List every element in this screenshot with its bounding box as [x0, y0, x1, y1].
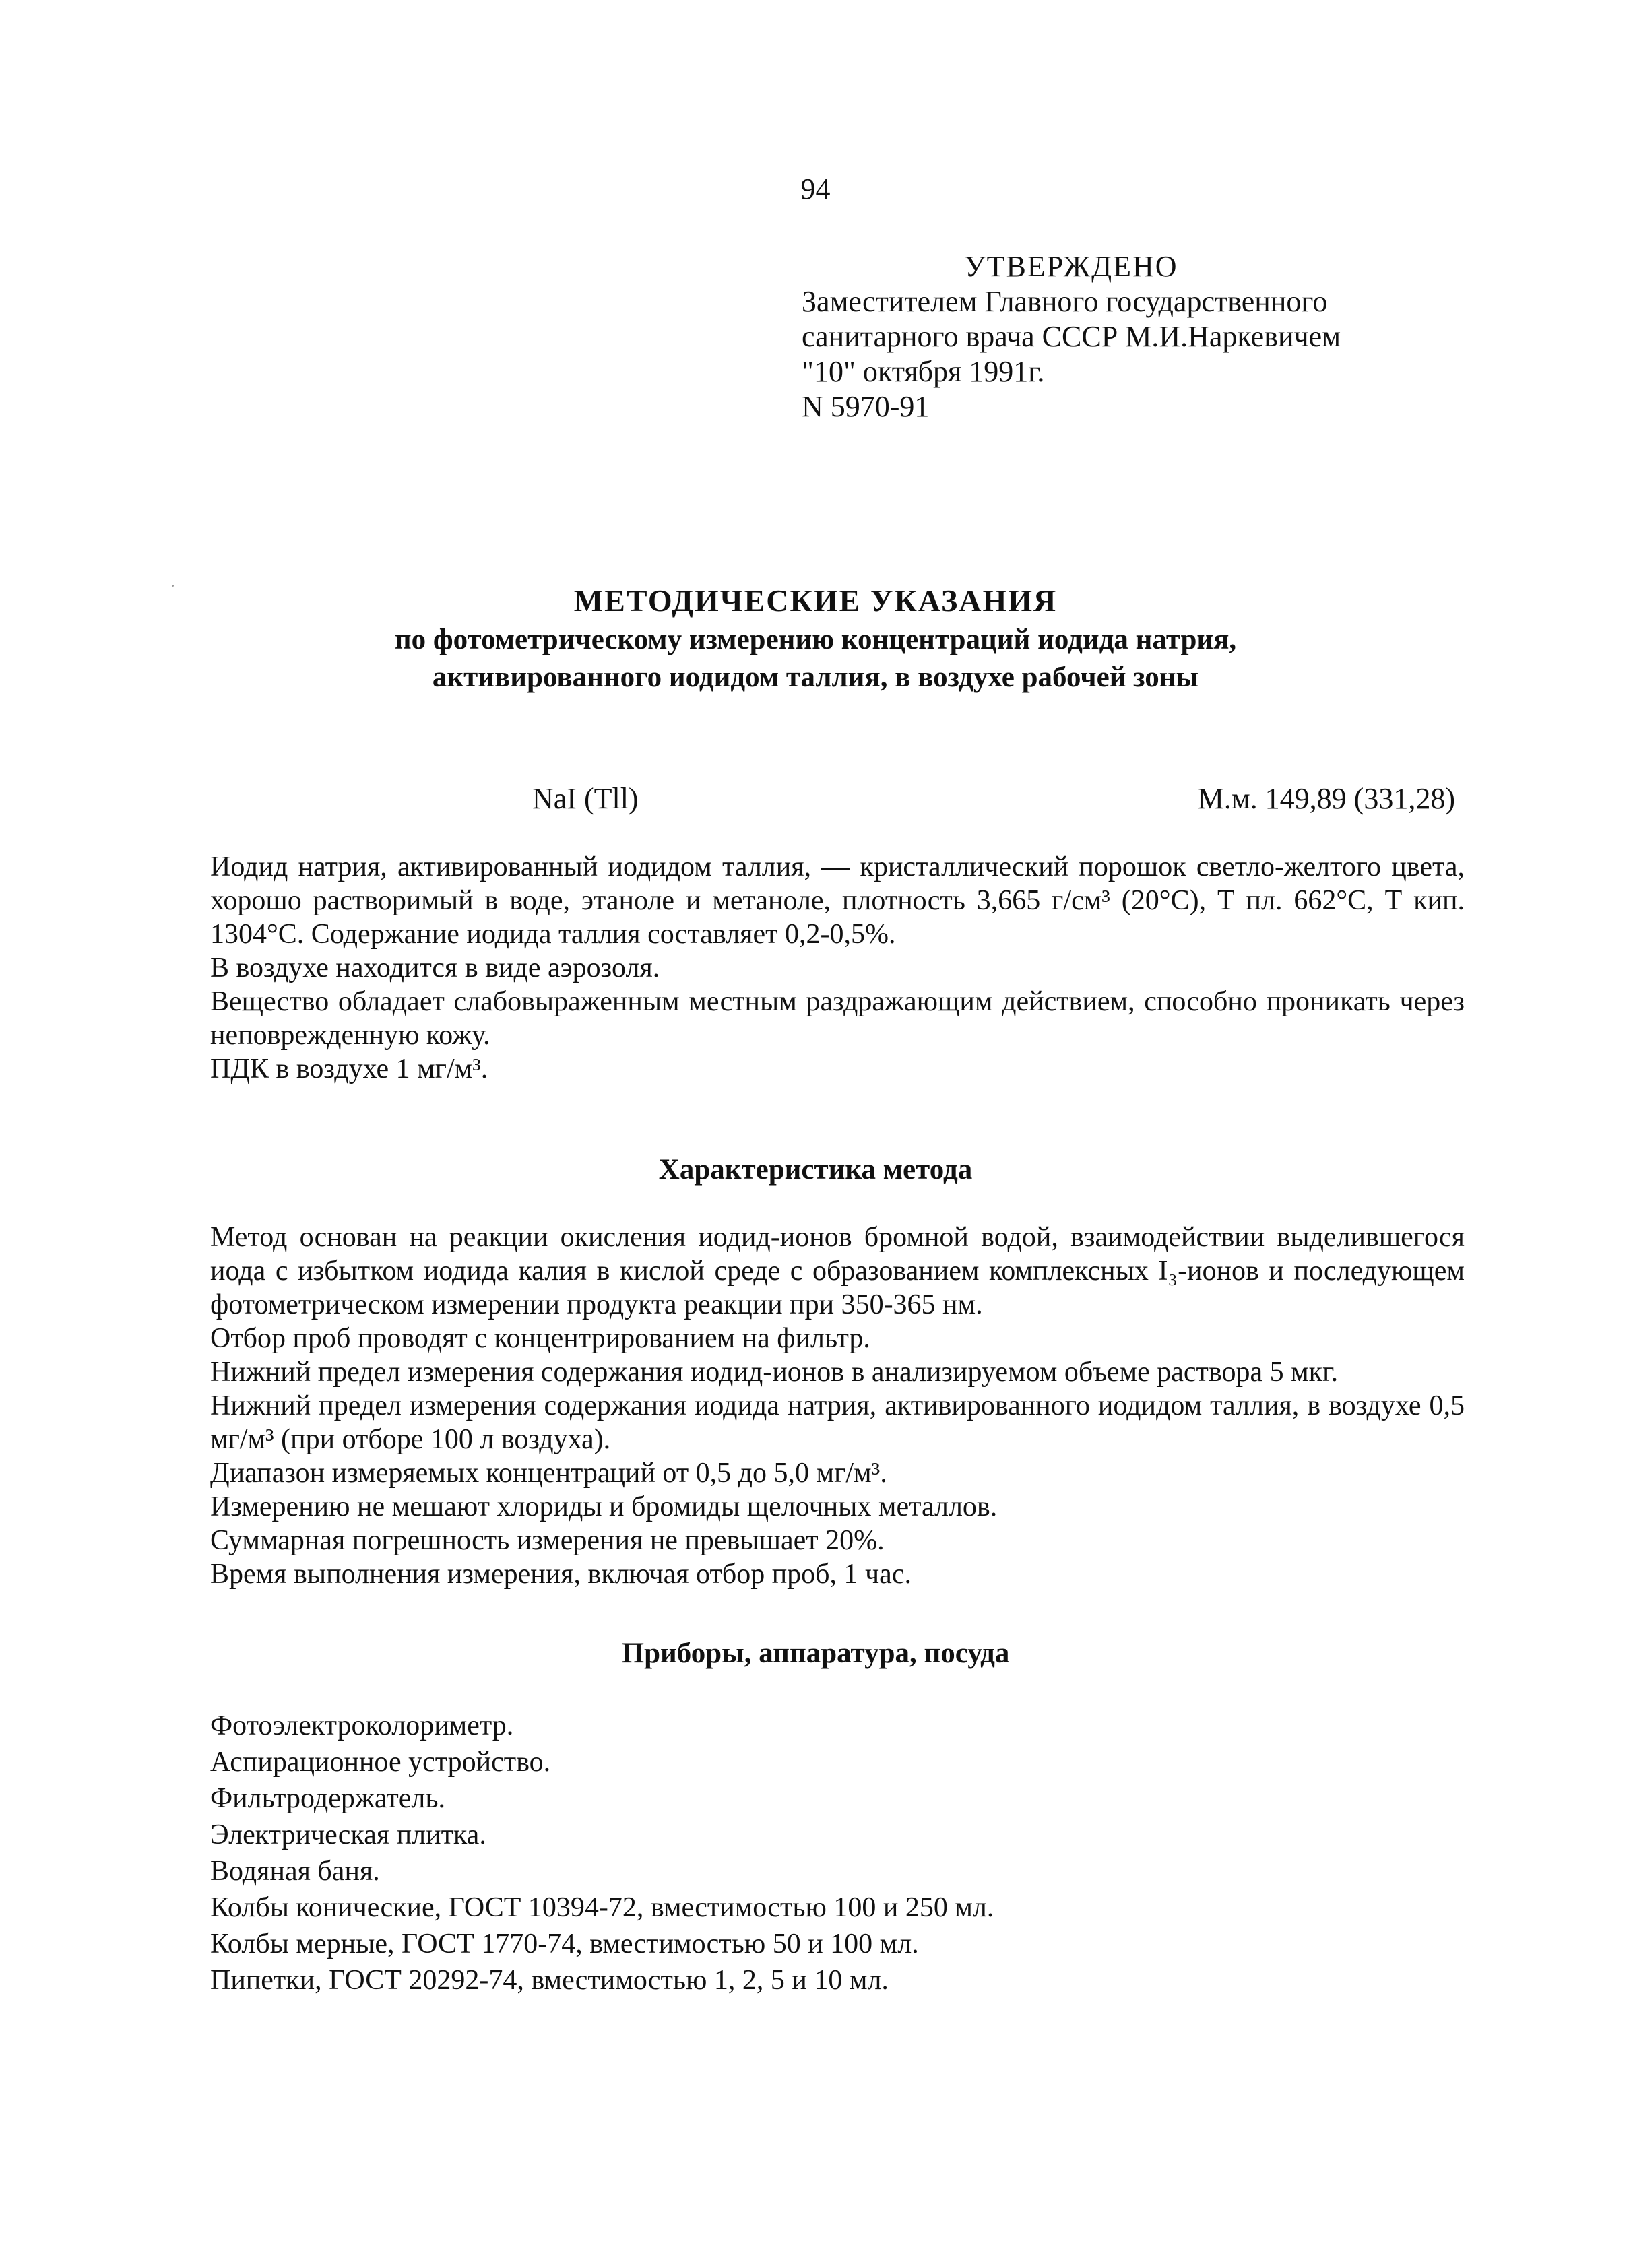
approval-line: N 5970-91: [802, 390, 930, 423]
list-item: Колбы конические, ГОСТ 10394-72, вместимостью 100 и 250 мл.: [210, 1892, 994, 1923]
approval-line: "10" октября 1991г.: [802, 355, 1045, 388]
method-text: Метод основан на реакции окисления иодид-ионов бромной водой, взаимодействии выделившегося иода с избытком иодида калия в кислой среде с образованием комплексных I₃-ионов и последующем фотометрическом измерении продукта реакции при 350-365 нм.: [210, 1222, 1465, 1320]
page-number: 94: [800, 172, 831, 205]
list-item: Электрическая плитка.: [210, 1819, 486, 1850]
list-item: Водяная баня.: [210, 1856, 380, 1887]
method-text: Измерению не мешают хлориды и бромиды щелочных металлов.: [210, 1491, 998, 1522]
title-main: МЕТОДИЧЕСКИЕ УКАЗАНИЯ: [573, 583, 1058, 618]
approval-line: санитарного врача СССР М.И.Наркевичем: [802, 320, 1341, 353]
intro-paragraph: [210, 1052, 1465, 1086]
method-paragraph: [210, 1322, 1465, 1355]
intro-text: Вещество обладает слабовыраженным местным раздражающим действием, способно проникать через неповрежденную кожу.: [210, 986, 1465, 1051]
method-text: Время выполнения измерения, включая отбор проб, 1 час.: [210, 1559, 912, 1590]
method-paragraph: [210, 1456, 1465, 1490]
document-title: [0, 581, 1631, 696]
intro-text: В воздухе находится в виде аэрозоля.: [210, 952, 660, 983]
method-text: Диапазон измеряемых концентраций от 0,5 до 5,0 мг/м³.: [210, 1458, 887, 1489]
molar-mass: М.м. 149,89 (331,28): [1197, 782, 1455, 815]
section-heading-equipment: Приборы, аппаратура, посуда: [621, 1638, 1010, 1669]
list-item: Фотоэлектроколориметр.: [210, 1710, 514, 1741]
list-item: Пипетки, ГОСТ 20292-74, вместимостью 1, 2, 5 и 10 мл.: [210, 1965, 889, 1996]
method-text: Нижний предел измерения содержания иодид-ионов в анализируемом объеме раствора 5 мкг.: [210, 1357, 1339, 1388]
approval-title: УТВЕРЖДЕНО: [964, 250, 1178, 283]
list-item: Фильтродержатель.: [210, 1783, 446, 1814]
method-paragraph: [210, 1490, 1465, 1524]
title-subtitle-line: по фотометрическому измерению концентраций иодида натрия,: [394, 624, 1237, 655]
approval-line: Заместителем Главного государственного: [802, 285, 1328, 318]
approval-block: [802, 249, 1341, 424]
intro-text: ПДК в воздухе 1 мг/м³.: [210, 1054, 488, 1084]
intro-paragraph: [210, 985, 1465, 1052]
method-paragraph: [210, 1524, 1465, 1557]
method-section: [210, 1221, 1465, 1591]
intro-paragraph: [210, 850, 1465, 951]
method-paragraph: [210, 1389, 1465, 1456]
section-heading-method: Характеристика метода: [658, 1154, 973, 1186]
method-paragraph: [210, 1355, 1465, 1389]
intro-section: [210, 850, 1465, 1086]
method-text: Отбор проб проводят с концентрированием на фильтр.: [210, 1323, 870, 1354]
intro-text: Иодид натрия, активированный иодидом таллия, — кристаллический порошок светло-желтого цвета, хорошо растворимый в воде, этаноле и метаноле, плотность 3,665 г/см³ (20°С), Т пл. 662°С, Т кип. 1304°С. Содержание иодида таллия составляет 0,2-0,5%.: [210, 851, 1465, 950]
chemical-formula: NaI (Tll): [532, 782, 639, 815]
title-subtitle-line: активированного иодидом таллия, в воздухе рабочей зоны: [432, 661, 1199, 693]
method-paragraph: [210, 1221, 1465, 1322]
list-item: Аспирационное устройство.: [210, 1747, 551, 1778]
intro-paragraph: [210, 951, 1465, 985]
list-item: Колбы мерные, ГОСТ 1770-74, вместимостью 50 и 100 мл.: [210, 1929, 919, 1959]
method-text: Нижний предел измерения содержания иодида натрия, активированного иодидом таллия, в воздухе 0,5 мг/м³ (при отборе 100 л воздуха).: [210, 1390, 1465, 1455]
method-text: Суммарная погрешность измерения не превышает 20%.: [210, 1525, 885, 1556]
equipment-list: [210, 1708, 994, 1999]
method-paragraph: [210, 1557, 1465, 1591]
